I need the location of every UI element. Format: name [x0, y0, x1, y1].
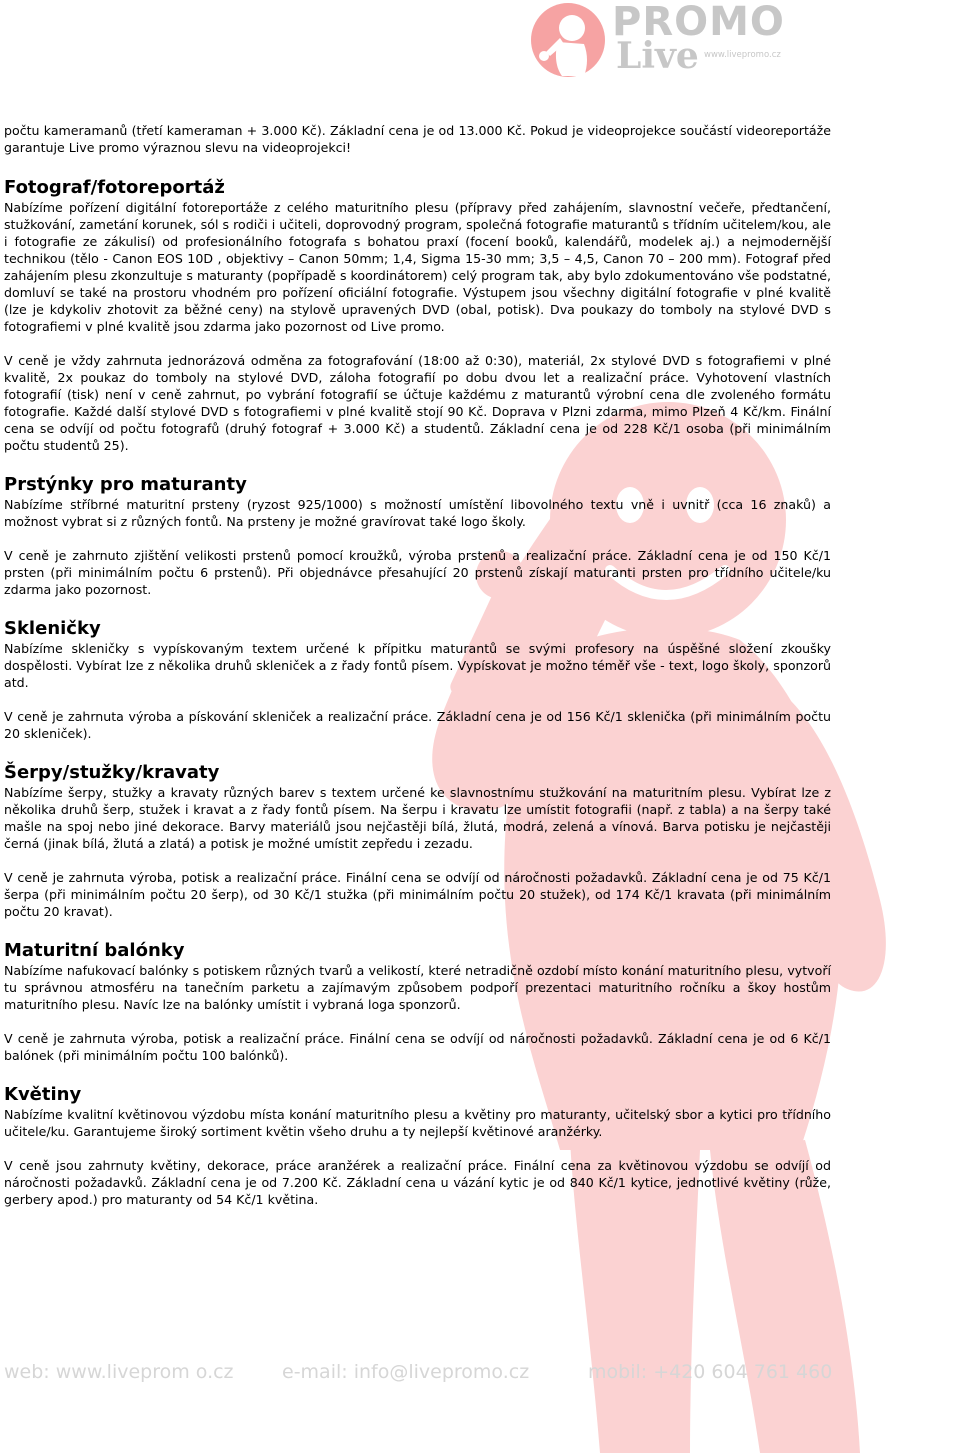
section-serpy — [4, 759, 831, 920]
footer-web-label: web: — [4, 1361, 50, 1383]
section-balonky — [4, 937, 831, 1064]
section-paragraph: V ceně je zahrnuta výroba, potisk a realizační práce. Finální cena se odvíjí od náročnosti požadavků. Základní cena je od 6 Kč/1 balónek (při minimálním počtu 100 balónků). — [4, 1031, 831, 1063]
section-heading: Prstýnky pro maturanty — [4, 474, 247, 495]
section-paragraph: Nabízíme stříbrné maturitní prsteny (ryzost 925/1000) s možností umístění libovolného textu vně i uvnitř (cca 16 znaků) a možnost vybrat si z různých fontů. Na prsteny je možné gravírovat také logo školy. — [4, 497, 831, 529]
footer-mobil-value: +420 604 761 460 — [653, 1361, 833, 1383]
section-heading: Květiny — [4, 1084, 82, 1105]
section-prstynky — [4, 471, 831, 598]
section-heading: Šerpy/stužky/kravaty — [4, 762, 220, 783]
section-fotograf — [4, 174, 831, 454]
section-paragraph: V ceně je zahrnuto zjištění velikosti prstenů pomocí kroužků, výroba prstenů a realizační práce. Základní cena je od 150 Kč/1 prsten (při minimálním počtu 6 prstenů). Při objednávce přesahující 20 prstenů získají maturanti prsten pro třídního učitele/ku zdarma jako pozornost. — [4, 548, 831, 597]
section-paragraph: Nabízíme šerpy, stužky a kravaty různých barev s textem určené ke slavnostnímu stužkování na maturitním plesu. Vybírat lze z několika druhů šerp, stužek i kravat a z řady fontů písem. Na šerpu i kravatu lze umístit fotografii (např. z tabla) a na šerpy také mašle na spoj nebo jiné dekorace. Barvy materiálů jsou nejčastěji bílá, žlutá, modrá, zelená a vínová. Barva potisku je nejčastěji černá (jinak bílá, žlutá a zlatá) a potisk je možné umístit zepředu i zezadu. — [4, 785, 831, 851]
logo-live-text: Live — [616, 35, 699, 77]
section-paragraph: Nabízíme skleničky s vypískovaným textem určené k přípitku maturantů se svými profesory na úspěšné složení zkoušky dospělosti. Vybírat lze z několika druhů skleniček a z řady fontů písem. Vypískovat je možno téměř vše - text, logo školy, sponzorů atd. — [4, 641, 831, 690]
section-paragraph: Nabízíme nafukovací balónky s potiskem různých tvarů a velikostí, které netradičně ozdobí místo konání maturitního plesu, vytvoří tu správnou atmosféru na tanečním parketu a zajímavým způsobem podpoří prezentaci maturitního ročníku a škoy hostům maturitního plesu. Navíc lze na balónky umístit i vybraná loga sponzorů. — [4, 963, 831, 1012]
footer-web-value: www.liveprom o.cz — [55, 1361, 234, 1383]
footer-web[interactable] — [4, 1361, 234, 1383]
section-heading: Fotograf/fotoreportáž — [4, 177, 225, 198]
document-body — [4, 122, 831, 1208]
section-paragraph: Nabízíme pořízení digitální fotoreportáže z celého maturitního plesu (přípravy před zahájením, slavnostní večeře, předtančení, stužkování, zametání korunek, sól s rodiči i učiteli, doprovodný program, společná fotografie maturantů s třídním učitelem/kou, ale i fotografie ze zákulisí) od profesionálního fotografa s bohatou praxí (focení booků, kalendářů, modelek aj.) a nejmodernější technikou (tělo - Canon EOS 10D , objektivy – Canon 50mm; 1,4, Sigma 15-30 mm; 3,5 – 4,5, Canon 70 – 200 mm). Fotograf před zahájením plesu zkonzultuje s maturanty (popřípadě s koordinátorem) celý program tak, aby bylo zdokumentováno vše podstatné, domluví se také na prostoru vhodném pro pořízení oficiální fotografie. Výstupem jsou všechny digitální fotografie v plné kvalitě (lze je kdykoliv zhotovit za běžné ceny) na stylově upravených DVD (obal, potisk). Dva poukazy do tomboly na stylové DVD s fotografiemi v plné kvalitě jsou zdarma jako pozornost od Live promo. — [4, 200, 831, 334]
section-paragraph: V ceně je zahrnuta výroba, potisk a realizační práce. Finální cena se odvíjí od náročnosti požadavků. Základní cena je od 75 Kč/1 šerpa (při minimálním počtu 20 šerp), od 30 Kč/1 stužka (při minimálním počtu 20 stužek), od 174 Kč/1 kravata (při minimálním počtu 20 kravat). — [4, 870, 831, 919]
logo-mascot-icon — [528, 0, 612, 82]
footer-email-value: info@livepromo.cz — [353, 1361, 530, 1383]
footer-email-label: e-mail: — [282, 1361, 348, 1383]
section-heading: Skleničky — [4, 618, 101, 639]
section-paragraph: V ceně je vždy zahrnuta jednorázová odměna za fotografování (18:00 až 0:30), materiál, 2x stylové DVD s fotografiemi v plné kvalitě, 2x poukaz do tomboly na stylové DVD, záloha fotografií po dobu dvou let a realizační práce. Vyhotovení vlastních fotografií (tisk) není v ceně zahrnut, po vybrání fotografií se účtuje každému z maturantů výrobní cena dle zvoleného formátu fotografie. Každé další stylové DVD s fotografiemi v plné kvalitě stojí 90 Kč. Doprava v Plzni zdarma, mimo Plzeň 4 Kč/km. Finální cena se odvíjí od počtu fotografů (druhý fotograf + 3.000 Kč) a studentů. Základní cena je od 228 Kč/1 osoba (při minimálním počtu studentů 25). — [4, 353, 831, 453]
section-kvetiny — [4, 1081, 831, 1208]
section-paragraph: V ceně jsou zahrnuty květiny, dekorace, práce aranžérek a realizační práce. Finální cena za květinovou výzdobu se odvíjí od náročnosti požadavků. Základní cena je od 7.200 Kč. Základní cena u vázání kytic je od 840 Kč/1 kytice, jednotlivé květiny (růže, gerbery apod.) pro maturanty od 54 Kč/1 květina. — [4, 1158, 831, 1207]
promo-live-logo — [528, 0, 808, 82]
logo-url: www.livepromo.cz — [704, 50, 781, 60]
logo-promo-text: PROMO — [612, 0, 785, 45]
intro-paragraph: počtu kameramanů (třetí kameraman + 3.000 Kč). Základní cena je od 13.000 Kč. Pokud je videoprojekce součástí videoreportáže garantuje Live promo výraznou slevu na videoprojekci! — [4, 123, 831, 155]
footer-mobil — [588, 1361, 832, 1383]
section-skleničky — [4, 615, 831, 742]
footer-email[interactable] — [282, 1361, 529, 1383]
footer-mobil-label: mobil: — [588, 1361, 648, 1383]
section-paragraph: Nabízíme kvalitní květinovou výzdobu místa konání maturitního plesu a květiny pro maturanty, učitelský sbor a kytici pro třídního učitele/ku. Garantujeme široký sortiment květin všeho druhu a ty nejlepší květinové aranžérky. — [4, 1107, 831, 1139]
section-heading: Maturitní balónky — [4, 940, 185, 961]
section-paragraph: V ceně je zahrnuta výroba a pískování skleniček a realizační práce. Základní cena je od 156 Kč/1 sklenička (při minimálním počtu 20 skleniček). — [4, 709, 831, 741]
